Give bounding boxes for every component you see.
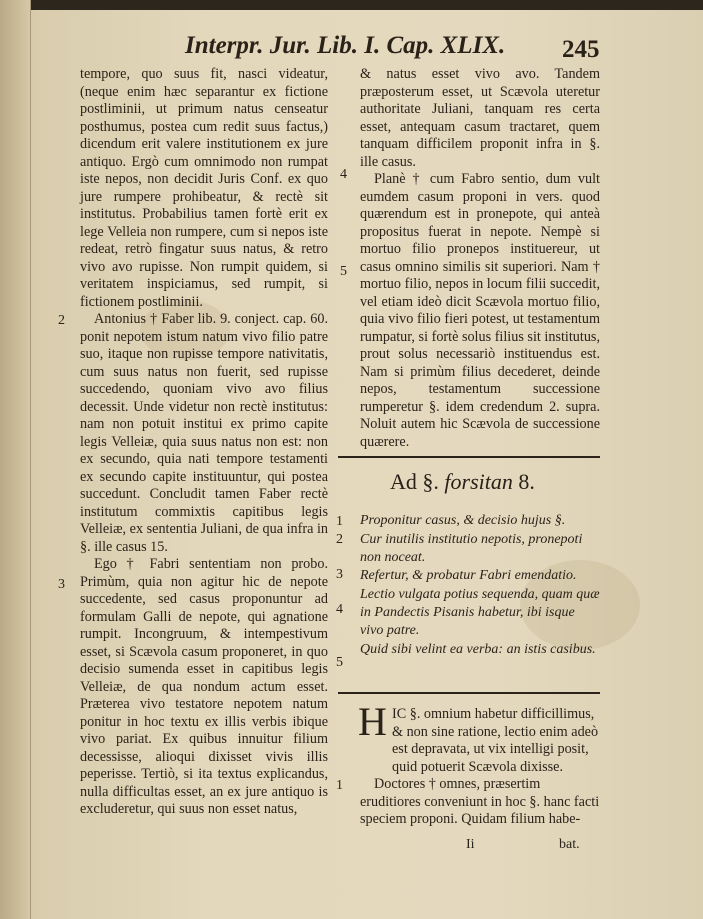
summary-list <box>360 512 600 659</box>
summary-number: 2 <box>336 532 343 547</box>
summary-item: Refertur, & probatur Fabri emendatio. <box>360 568 577 584</box>
summary-number: 4 <box>336 602 343 617</box>
signature-mark: Ii <box>466 837 475 852</box>
top-binding-edge <box>0 0 703 10</box>
paragraph: Antonius † Faber lib. 9. conject. cap. 60. ponit nepotem istum natum vivo filio patre suo, itaque non rupisse tempore nativitatis, cum suus natus non fuerit, sed rupisse succedendo, quoniam vivo avo filius decessit. Unde videtur non rectè institutus: nam non potuit institui ex primo capite legis Velleiæ, quia suus natus non est: non ex secundo, quia nati tempore testamenti ex secundo capite instituuntur, qui postea succedunt. Concludit tamen Faber rectè institutum commixtis capitibus legis Velleiæ, ex sententia Juliani, de qua infra in §. ille casus 15. <box>80 311 328 555</box>
margin-number: 1 <box>336 778 343 793</box>
paragraph: & natus esset vivo avo. Tandem præposterum esset, ut Scævola uteretur authoritate Juliani, tanquam res certa esset, antequam casum tractaret, quem tanquam difficilem proponit infra in §. ille casus. <box>360 66 600 170</box>
margin-number: 5 <box>340 264 347 279</box>
paragraph: Ego † Fabri sententiam non probo. Primùm, quia non agitur hic de nepote succedente, sed casus proponuntur ad formulam Galli de nepote, qui agnatione rumpit. Incongruum, & intempestivum esset, si Scævola casum proponeret, in quo decisio sumenda esset in capitibus legis Velleiæ, de qua nondum actum esset. Præterea vivo testatore nepotem natum ponitur in hoc textu ex illis verbis ibique vivo pariat. Ex quibus innuitur filium decessisse, alioqui dixisset vivis illis peperisse. Tertiò, si ita textus explicandus, nulla difficultas esset, an ex jure antiquo is excluderetur, qui suus non esset natus, <box>80 556 328 817</box>
running-title: Interpr. Jur. Lib. I. Cap. XLIX. <box>185 32 506 59</box>
section-rule <box>338 692 600 694</box>
drop-cap-initial: H <box>358 699 387 744</box>
paragraph: Doctores † omnes, præsertim eruditiores conveniunt in hoc §. hanc facti speciem proponi. Quidam filium habe- <box>360 776 600 827</box>
summary-number: 5 <box>336 655 343 670</box>
paragraph: IC §. omnium habetur difficillimus, & non sine ratione, lectio enim adeò est depravata, ut vix intelligi posit, quid potuerit Scævola dixisse. <box>392 706 599 775</box>
catchword: bat. <box>559 837 580 852</box>
left-page-edge <box>0 0 31 919</box>
margin-number: 3 <box>58 577 65 592</box>
summary-item: Lectio vulgata potius sequenda, quam quæ in Pandectis Pisanis habetur, ibi isque vivo patre. <box>360 587 600 638</box>
summary-number: 1 <box>336 514 343 529</box>
margin-number: 2 <box>58 313 65 328</box>
summary-item: Quid sibi velint ea verba: an istis casibus. <box>360 641 596 657</box>
right-column <box>360 66 600 451</box>
paragraph: Planè † cum Fabro sentio, dum vult eumdem casum proponi in vers. quod quærendum est in pronepote, qui anteà propositus fuerat in nepote. Nempè si mortuo filio pronepos instituereur, ut casus omnino similis sit superiori. Nam † mortuo filio, nepos in locum filii succedit, vel etiam ideò dicit Scævola mortuo filio, quia vivo filio fieri potest, ut testamentum rumpatur, si fortè solus filius sit institutus, prout solus necessariò instituendus est. Nam si primùm filius decederet, deinde nepos, testamentum successione rumperetur §. idem credendum 2. supra. Noluit autem hic Scævola de successione quærere. <box>360 171 600 450</box>
left-column <box>80 66 328 819</box>
summary-item: Proponitur casus, & decisio hujus §. <box>360 513 566 528</box>
page-number: 245 <box>562 36 600 63</box>
summary-item: Cur inutilis institutio nepotis, pronepoti non noceat. <box>360 531 583 565</box>
summary-number: 3 <box>336 567 343 582</box>
section-heading: Ad §. forsitan 8. <box>390 469 535 494</box>
margin-number: 4 <box>340 167 347 182</box>
section-rule <box>338 456 600 458</box>
paragraph: tempore, quo suus fit, nasci videatur, (neque enim hæc separantur ex fictione postliminii, ut primum natus censeatur posthumus, postea cum redit suus factus,) dicendum erit valere institutionem ex jure antiquo. Ergò cum omnimodo non rumpat iste nepos, non decidit Juris Conf. ex quo jure rumpere prohibeatur, & rectè sit institutus. Probabilius tamen fortè erit ex lege Velleia non rumpere, cum si nepos iste redeat, retrò fingatur suus natus, & retro vivo avo rupisse. Non rumpit quidem, si veritatem inspiciamus, sed rumpit, si fictionem postliminii. <box>80 66 328 310</box>
